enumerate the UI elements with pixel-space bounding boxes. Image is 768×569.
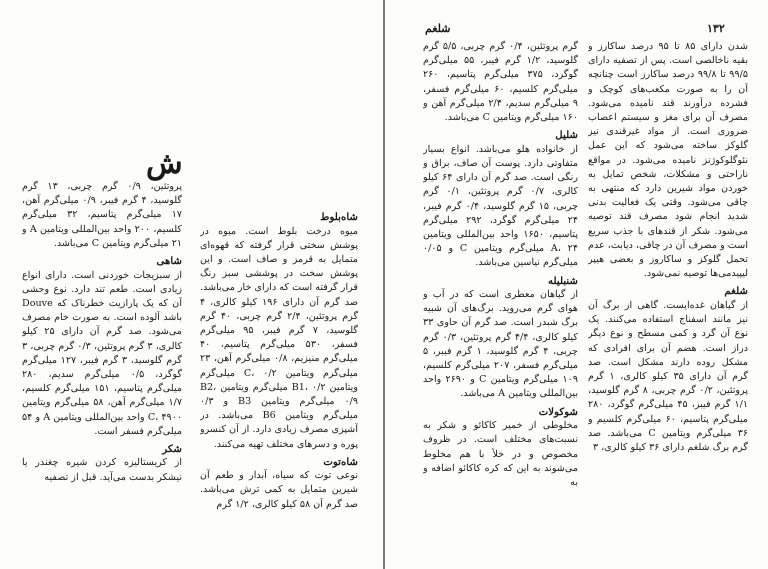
entry-body-shalil: از خانواده هلو می‌باشد. انواع بسیار متفاوتی دارد. پوست آن صاف، براق و رنگی است. صد گرم آن دارای ۶۴ کیلو کالری، ۰/۷ گرم پروتئین، ۰/۱ گرم چربی، ۱۵ گرم گلوسید، ۰/۴ گرم فیبر، ۲۴ میلی‌گرم گوگرد، ۲۹۲ میلی‌گرم پتاسیم، ۱۶۵۰ واحد بین‌المللی ویتامین A، ۲۴ میلی‌گرم ویتامین C و ۰/۰۵ میلی‌گرم نیاسین می‌باشد.: [423, 143, 578, 269]
left-page: [0, 0, 383, 569]
entry-heading-shalgham: شلغم: [724, 285, 748, 298]
entry-heading-shanbalileh: شنبلیله: [548, 274, 578, 287]
section-letter: ش: [146, 146, 183, 181]
running-header-title: شلغم: [425, 22, 451, 35]
entry-continuation: پروتئین، ۰/۹ گرم چربی، ۱۳ گرم گلوسید، ۴ گرم فیبر، ۰/۹ میلی‌گرم آهن، ۱۷ میلی‌گرم پتاسیم، ۳۲ میلی‌گرم کلسیم، ۲۰۰ واحد بین‌المللی ویتامین A و ۲۱ میلی‌گرم ویتامین C می‌باشد.: [22, 181, 182, 249]
entry-body-shalgham: از گیاهان غده‌ایست. گاهی از برگ آن نیز مانند اسفناج استفاده می‌کنند. یک نوع آن گرد و کمی مسطح و نوع دیگر دراز است. هضم آن برای افرادی که مشکل روده دارند مشکل است. صد گرم آن دارای ۳۵ کیلو کالری، ۱ گرم پروتئین، ۰/۲ گرم چربی، ۸ گرم گلوسید، ۱/۱ گرم فیبر، ۴۵ میلی‌گرم گوگرد، ۲۸۰ میلی‌گرم پتاسیم، ۶۰ میلی‌گرم کلسیم و ۳۶ میلی‌گرم ویتامین C می‌باشد. صد گرم برگ شلغم دارای ۳۶ کیلو کالری، ۳: [588, 299, 748, 453]
entry-body-shahbalut: میوه درخت بلوط است. میوه در پوشش سختی قرار گرفته که قهوه‌ای متمایل به قرمز و صاف است. و این پوشش سخت در پوششی سبز رنگ قرار گرفته است که دارای خار می‌باشد. صد گرم آن دارای ۱۹۶ کیلو کالری، ۴ گرم پروتئین، ۲/۴ گرم چربی، ۴۰ گرم گلوسید، ۷ گرم فیبر، ۹۵ میلی‌گرم فسفر، ۵۳۰ میلی‌گرم پتاسیم، ۴۰ میلی‌گرم منیزیم، ۰/۸ میلی‌گرم آهن، ۲۳ میلی‌گرم ویتامین C، ۰/۲ میلی‌گرم ویتامین B1، ۰/۲ میلی‌گرم ویتامین B2، ۰/۹ میلی‌گرم ویتامین B3 و ۰/۳ میلی‌گرم ویتامین B6 می‌باشد. در آشپزی مصرف زیادی دارد. از آن کنسرو پوره و دسرهای مختلف تهیه می‌کنند.: [200, 225, 358, 450]
entry-continuation-shalgham-leaf: گرم پروتئین، ۰/۴ گرم چربی، ۵/۵ گرم گلوسید، ۱/۲ گرم فیبر، ۵۵ میلی‌گرم گوگرد، ۳۷۵ میلی‌گرم پتاسیم، ۲۶۰ میلی‌گرم کلسیم، ۶۰ میلی‌گرم فسفر، ۹ میلی‌گرم سدیم، ۲/۴ میلی‌گرم آهن و ۱۶۰ میلی‌گرم ویتامین C می‌باشد.: [423, 41, 578, 124]
entry-body-shekar: از کریستالیزه کردن شیره چغندر یا نیشکر بدست می‌آید. قبل از تصفیه: [22, 457, 182, 483]
entry-heading-shahbalut: شاه‌بلوط: [320, 211, 358, 223]
entry-heading-shokolat: شوکولات: [538, 405, 578, 418]
entry-body-shanbalileh: از گیاهان معطری است که در آب و هوای گرم می‌روید. برگ‌های آن شبیه برگ شبدر است. صد گرم آن حاوی ۳۳ کیلو کالری، ۴/۴ گرم پروتئین، ۰/۳ گرم چربی، ۴ گرم گلوسید، ۱ گرم فیبر، ۵ میلی‌گرم فسفر، ۲۰۷ میلی‌گرم کلسیم، ۱۰۹ میلی‌گرم ویتامین C و ۲۶۹۰ واحد بین‌المللی ویتامین A می‌باشد.: [423, 289, 578, 400]
left-page-right-column: [200, 207, 358, 552]
entry-continuation-sugar: شدن دارای ۸۵ تا ۹۵ درصد ساکارز و بقیه ناخالصی است. پس از تصفیه دارای ۹۹/۵ تا ۹۹/۸ درصد ساکارز است چنانچه آن را به صورت مکعب‌های کوچک و فشرده درآورند قند نامیده می‌شود. مصرف آن برای مغز و سیستم اعصاب ضروری است. از مواد غیرقندی نیز گلوکز ساخته می‌شود که این عمل نئوگلوکوژنز نامیده می‌شود. در مواقع ناراحتی و مشکلات، شخص تمایل به خوردن مواد شیرین دارد که منتهی به چاقی می‌شود. وقتی یک فعالیت بدنی شدید انجام شود مصرف قند توصیه می‌شود. شکر از قندهای با جذب سریع است و مصرف آن در چاقی، دیابت، عدم تحمل گلوکز و ساکاروز و بعضی هیپر لیپیدمی‌ها توصیه نمی‌شود.: [588, 41, 748, 280]
entry-body-shahi: از سبزیجات خوردنی است. دارای انواع زیادی است. طعم تند دارد. نوع وحشی آن که یک پارازیت خطرناک که Douve باشد آلوده است. به صورت خام مصرف می‌شود. صد گرم آن دارای ۲۵ کیلو کالری، ۳ گرم پروتئین، ۰/۳ گرم چربی، ۳ گرم گلوسید، ۳ گرم فیبر، ۱۲۷ میلی‌گرم گوگرد، ۰/۵ میلی‌گرم سدیم، ۲۸۰ میلی‌گرم پتاسیم، ۱۵۱ میلی‌گرم کلسیم، ۱/۷ میلی‌گرم آهن، ۵۸ میلی‌گرم ویتامین C، ۴۹۰۰ واحد بین‌المللی ویتامین A و ۵۴ میلی‌گرم فسفر است.: [22, 269, 182, 437]
right-page-right-column: [588, 40, 748, 555]
left-page-left-column: [22, 180, 182, 555]
right-page-left-column: [423, 40, 578, 555]
entry-heading-shekar: شکر: [162, 442, 182, 455]
entry-body-shahtoot: نوعی توت که سیاه، آبدار و طعم آن شیرین متمایل به کمی ترش می‌باشد. صد گرم آن ۵۸ کیلو کالری، ۱/۲ گرم: [200, 470, 358, 510]
entry-body-shokolat: مخلوطی از خمیر کاکائو و شکر به نسبت‌های مختلف است. در ظروف مخصوص و در خلأ با هم مخلوط می‌شوند به این که کره کاکائو اضافه و به: [423, 420, 578, 488]
right-page: [385, 0, 768, 569]
entry-heading-shahi: شاهی: [156, 255, 182, 268]
page-number: ۱۳۲: [707, 22, 725, 35]
entry-heading-shalil: شلیل: [555, 129, 578, 142]
entry-heading-shahtoot: شاه‌توت: [323, 455, 358, 468]
